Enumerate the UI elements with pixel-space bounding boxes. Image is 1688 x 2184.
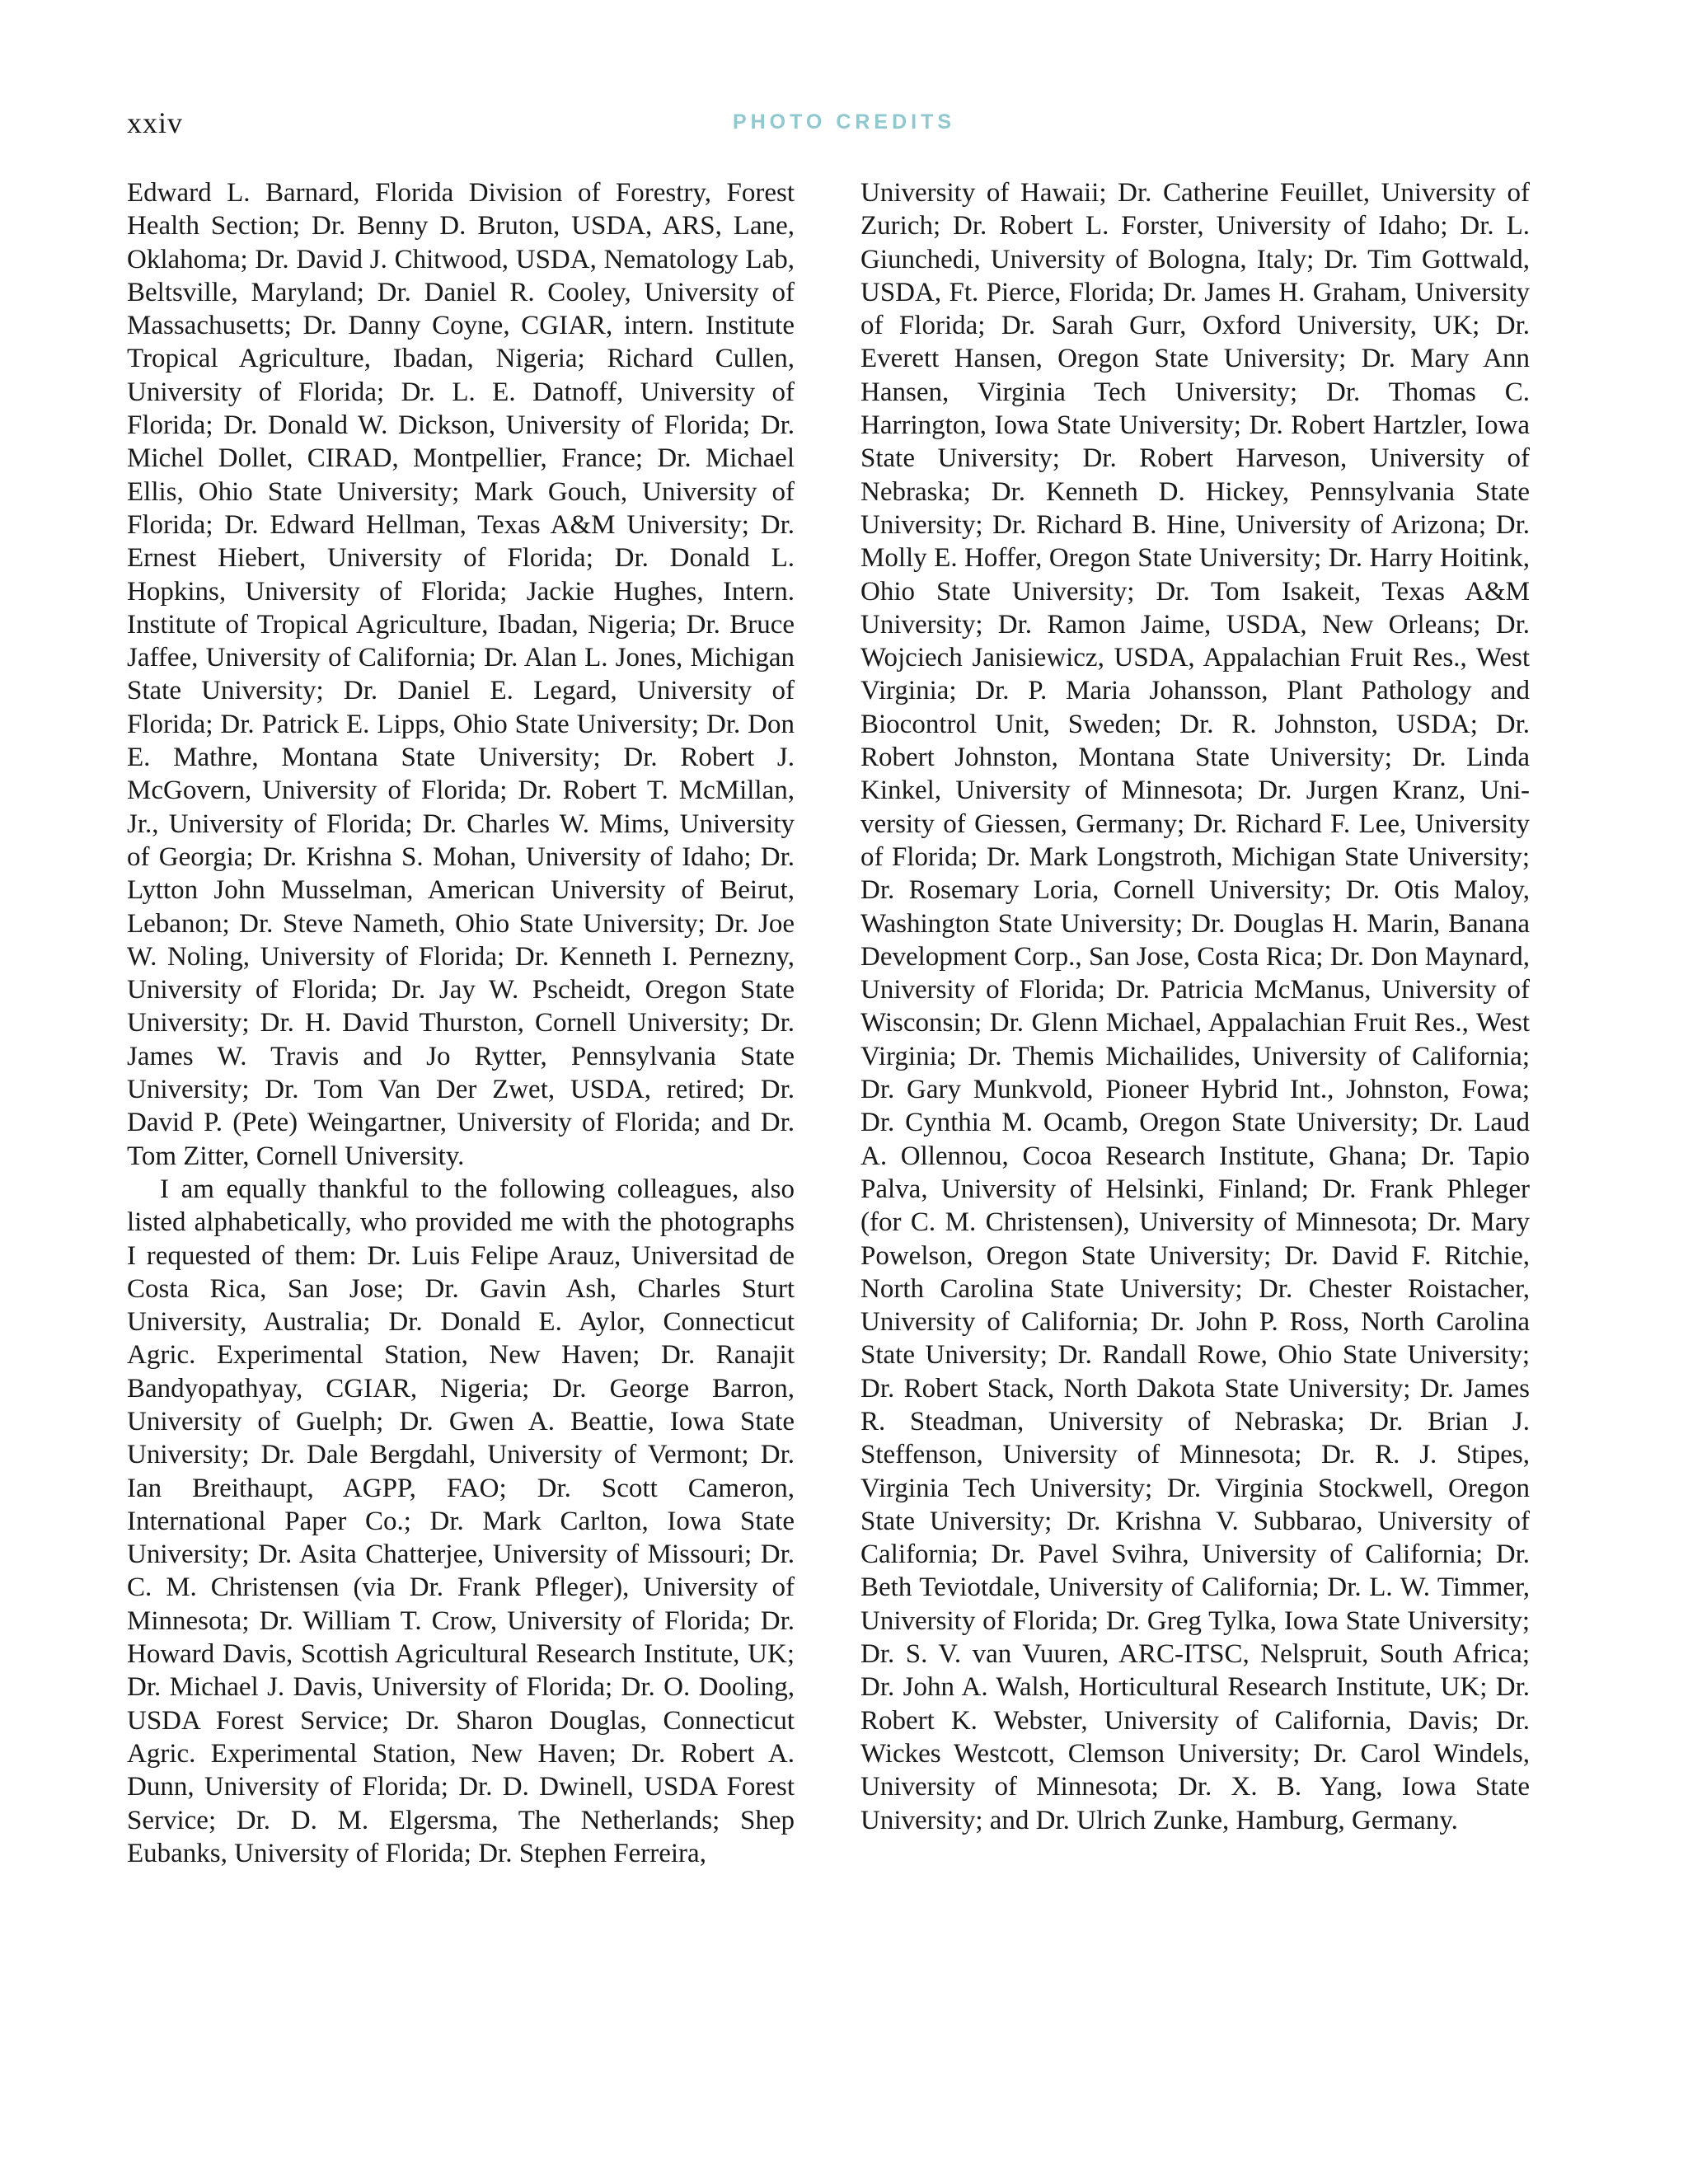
left-column (127, 176, 795, 1870)
left-paragraph-continued: Edward L. Barnard, Florida Division of Forestry, Forest Health Section; Dr. Benny D. Bruton, USDA, ARS, Lane, Oklahoma; Dr. David J. Chitwood, USDA, Nematology Lab, Beltsville, Maryland; Dr. Daniel R. Cooley, University of Massachusetts; Dr. Danny Coyne, CGIAR, intern. Institute Tropical Agriculture, Ibadan, Nigeria; Richard Cullen, University of Florida; Dr. L. E. Datnoff, University of Florida; Dr. Donald W. Dickson, University of Florida; Dr. Michel Dollet, CIRAD, Montpellier, France; Dr. Michael Ellis, Ohio State University; Mark Gouch, University of Florida; Dr. Edward Hellman, Texas A&M University; Dr. Ernest Hiebert, University of Florida; Dr. Donald L. Hopkins, University of Florida; Jackie Hughes, Intern. Institute of Tropical Agriculture, Ibadan, Nigeria; Dr. Bruce Jaffee, University of California; Dr. Alan L. Jones, Michigan State University; Dr. Daniel E. Legard, University of Florida; Dr. Patrick E. Lipps, Ohio State University; Dr. Don E. Mathre, Montana State University; Dr. Robert J. McGovern, University of Florida; Dr. Robert T. McMillan, Jr., University of Florida; Dr. Charles W. Mims, University of Georgia; Dr. Krishna S. Mohan, University of Idaho; Dr. Lytton John Musselman, American University of Beirut, Lebanon; Dr. Steve Nameth, Ohio State University; Dr. Joe W. Noling, University of Florida; Dr. Kenneth I. Pernezny, University of Florida; Dr. Jay W. Pscheidt, Oregon State University; Dr. H. David Thurston, Cornell University; Dr. James W. Travis and Jo Rytter, Pennsylvania State University; Dr. Tom Van Der Zwet, USDA, retired; Dr. David P. (Pete) Weingartner, University of Florida; and Dr. Tom Zitter, Cornell University. (127, 178, 795, 1171)
page-number: xxiv (127, 106, 184, 139)
left-paragraph-colleagues: I am equally thankful to the following colleagues, also listed alphabetically, who provided me with the photographs I requested of them: Dr. Luis Felipe Arauz, Universitad de Costa Rica, San Jose; Dr. Gavin Ash, Charles Sturt University, Australia; Dr. Donald E. Aylor, Connecticut Agric. Experimental Station, New Haven; Dr. Ranajit Bandyopathyay, CGIAR, Nigeria; Dr. George Barron, University of Guelph; Dr. Gwen A. Beattie, Iowa State University; Dr. Dale Bergdahl, University of Vermont; Dr. Ian Breithaupt, AGPP, FAO; Dr. Scott Cameron, International Paper Co.; Dr. Mark Carlton, Iowa State University; Dr. Asita Chatterjee, University of Missouri; Dr. C. M. Christensen (via Dr. Frank Pfleger), University of Minnesota; Dr. William T. Crow, University of Florida; Dr. Howard Davis, Scottish Agricultural Research Institute, UK; Dr. Michael J. Davis, University of Florida; Dr. O. Dooling, USDA Forest Service; Dr. Sharon Douglas, Connecticut Agric. Experimental Station, New Haven; Dr. Robert A. Dunn, University of Florida; Dr. D. Dwinell, USDA Forest Service; Dr. D. M. Elgersma, The Netherlands; Shep Eubanks, University of Florida; Dr. Stephen Ferreira, (127, 1174, 795, 1868)
right-paragraph-continued: University of Hawaii; Dr. Catherine Feuillet, University of Zurich; Dr. Robert L. Forster, University of Idaho; Dr. L. Giunchedi, University of Bologna, Italy; Dr. Tim Gottwald, USDA, Ft. Pierce, Florida; Dr. James H. Graham, University of Florida; Dr. Sarah Gurr, Oxford University, UK; Dr. Everett Hansen, Oregon State University; Dr. Mary Ann Hansen, Virginia Tech University; Dr. Thomas C. Harrington, Iowa State University; Dr. Robert Hartzler, Iowa State University; Dr. Robert Harveson, University of Nebraska; Dr. Kenneth D. Hickey, Pennsylvania State University; Dr. Richard B. Hine, University of Arizona; Dr. Molly E. Hoffer, Oregon State University; Dr. Harry Hoitink, Ohio State University; Dr. Tom Isakeit, Texas A&M University; Dr. Ramon Jaime, USDA, New Orleans; Dr. Wojciech Janisiewicz, USDA, Appalachian Fruit Res., West Virginia; Dr. P. Maria Johansson, Plant Pathology and Biocontrol Unit, Sweden; Dr. R. Johnston, USDA; Dr. Robert Johnston, Montana State University; Dr. Linda Kinkel, University of Minnesota; Dr. Jurgen Kranz, University of Giessen, Germany; Dr. Richard F. Lee, University of Florida; Dr. Mark Longstroth, Michigan State University; Dr. Rosemary Loria, Cornell University; Dr. Otis Maloy, Washington State University; Dr. Douglas H. Marin, Banana Development Corp., San Jose, Costa Rica; Dr. Don Maynard, University of Florida; Dr. Patricia McManus, University of Wisconsin; Dr. Glenn Michael, Appalachian Fruit Res., West Virginia; Dr. Themis Michailides, University of California; Dr. Gary Munkvold, Pioneer Hybrid Int., Johnston, Fowa; Dr. Cynthia M. Ocamb, Oregon State University; Dr. Laud A. Ollennou, Cocoa Research Institute, Ghana; Dr. Tapio Palva, University of Helsinki, Finland; Dr. Frank Phleger (for C. M. Christensen), University of Minnesota; Dr. Mary Powelson, Oregon State University; Dr. David F. Ritchie, North Carolina State University; Dr. Chester Roistacher, University of California; Dr. John P. Ross, North Carolina State University; Dr. Randall Rowe, Ohio State University; Dr. Robert Stack, North Dakota State University; Dr. James R. Steadman, University of Nebraska; Dr. Brian J. Steffenson, University of Minnesota; Dr. R. J. Stipes, Virginia Tech University; Dr. Virginia Stockwell, Oregon State University; Dr. Krishna V. Subbarao, University of California; Dr. Pavel Svihra, University of California; Dr. Beth Teviotdale, University of California; Dr. L. W. Timmer, University of Florida; Dr. Greg Tylka, Iowa State University; Dr. S. V. van Vuuren, ARC-ITSC, Nelspruit, South Africa; Dr. John A. Walsh, Horticultural Research Institute, UK; Dr. Robert K. Webster, University of California, Davis; Dr. Wickes Westcott, Clemson University; Dr. Carol Windels, University of Minnesota; Dr. X. B. Yang, Iowa State University; and Dr. Ulrich Zunke, Hamburg, Germany. (860, 178, 1530, 1835)
right-column (860, 176, 1530, 1837)
running-head: PHOTO CREDITS (732, 110, 956, 134)
